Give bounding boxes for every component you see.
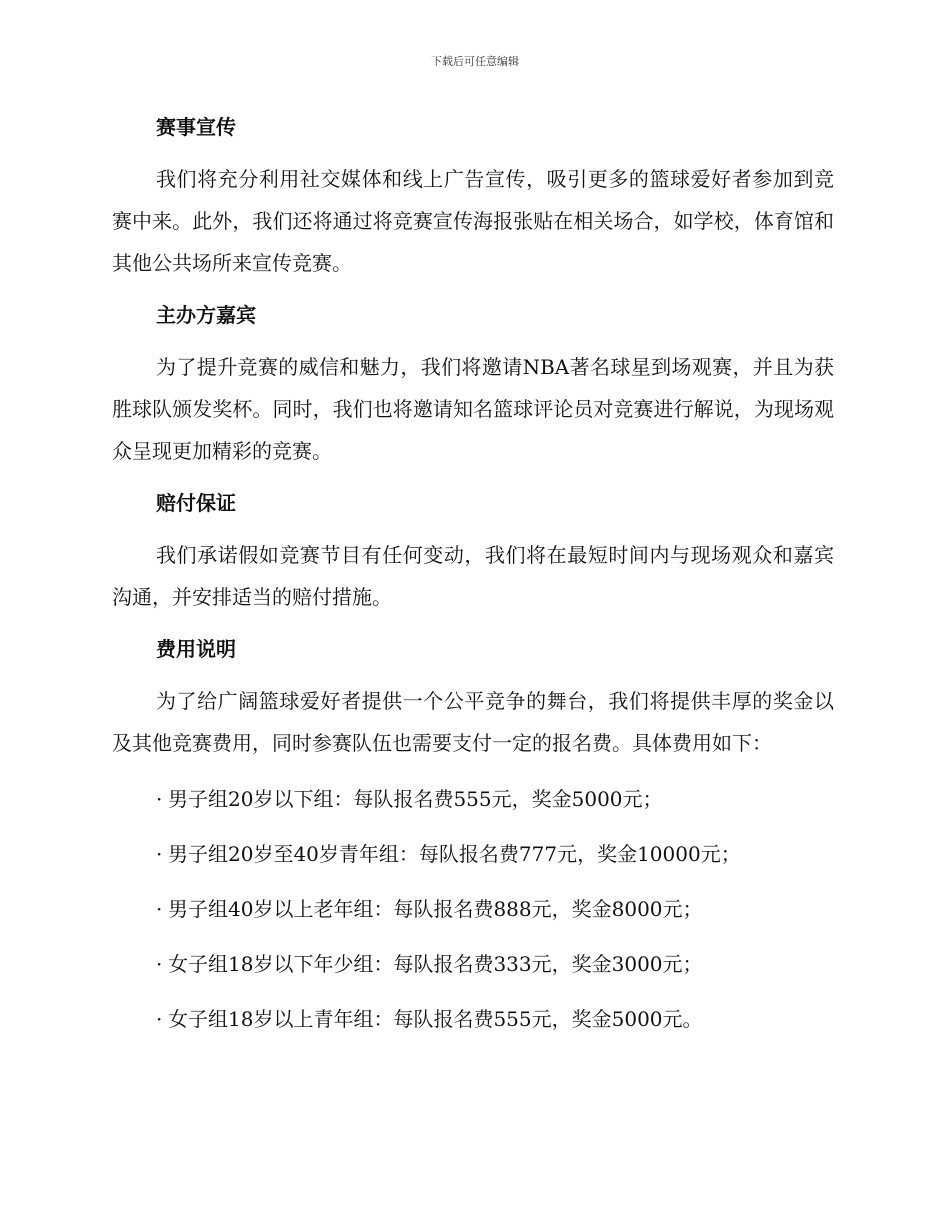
- bullet-marker: ·: [156, 787, 163, 811]
- bullet-marker: ·: [156, 842, 163, 866]
- fee-list: [112, 778, 834, 1040]
- section-promotion: [112, 108, 834, 284]
- section-paragraph: 为了给广阔篮球爱好者提供一个公平竞争的舞台，我们将提供丰厚的奖金以及其他竞赛费用，同时参赛队伍也需要支付一定的报名费。具体费用如下：: [112, 689, 834, 755]
- section-heading: 主办方嘉宾: [156, 303, 256, 327]
- section-paragraph: 我们将充分利用社交媒体和线上广告宣传，吸引更多的篮球爱好者参加到竞赛中来。此外，我们还将通过将竞赛宣传海报张贴在相关场合，如学校，体育馆和其他公共场所来宣传竞赛。: [112, 167, 834, 275]
- section-heading: 赔付保证: [156, 491, 236, 515]
- list-item: [156, 998, 834, 1040]
- section-compensation: [112, 484, 834, 618]
- document-body: [112, 108, 834, 1053]
- bullet-marker: ·: [156, 952, 163, 976]
- section-paragraph: 为了提升竞赛的威信和魅力，我们将邀请NBA著名球星到场观赛，并且为获胜球队颁发奖杯。同时，我们也将邀请知名篮球评论员对竞赛进行解说，为现场观众呈现更加精彩的竞赛。: [112, 355, 834, 463]
- fee-item-text: 女子组18岁以下年少组：每队报名费333元，奖金3000元；: [168, 952, 703, 976]
- bullet-marker: ·: [156, 897, 163, 921]
- section-paragraph: 我们承诺假如竞赛节目有任何变动，我们将在最短时间内与现场观众和嘉宾沟通，并安排适当的赔付措施。: [112, 543, 834, 609]
- section-heading: 赛事宣传: [156, 115, 236, 139]
- fee-item-text: 男子组20岁以下组：每队报名费555元，奖金5000元；: [168, 787, 663, 811]
- section-fees: [112, 630, 834, 1040]
- list-item: [156, 833, 834, 875]
- list-item: [156, 778, 834, 820]
- list-item: [156, 888, 834, 930]
- list-item: [156, 943, 834, 985]
- fee-item-text: 男子组20岁至40岁青年组：每队报名费777元，奖金10000元；: [168, 842, 741, 866]
- page-header: 下载后可任意编辑: [431, 55, 519, 68]
- bullet-marker: ·: [156, 1007, 163, 1031]
- section-heading: 费用说明: [156, 637, 236, 661]
- fee-item-text: 男子组40岁以上老年组：每队报名费888元，奖金8000元；: [168, 897, 703, 921]
- fee-item-text: 女子组18岁以上青年组：每队报名费555元，奖金5000元。: [168, 1007, 703, 1031]
- section-guests: [112, 296, 834, 472]
